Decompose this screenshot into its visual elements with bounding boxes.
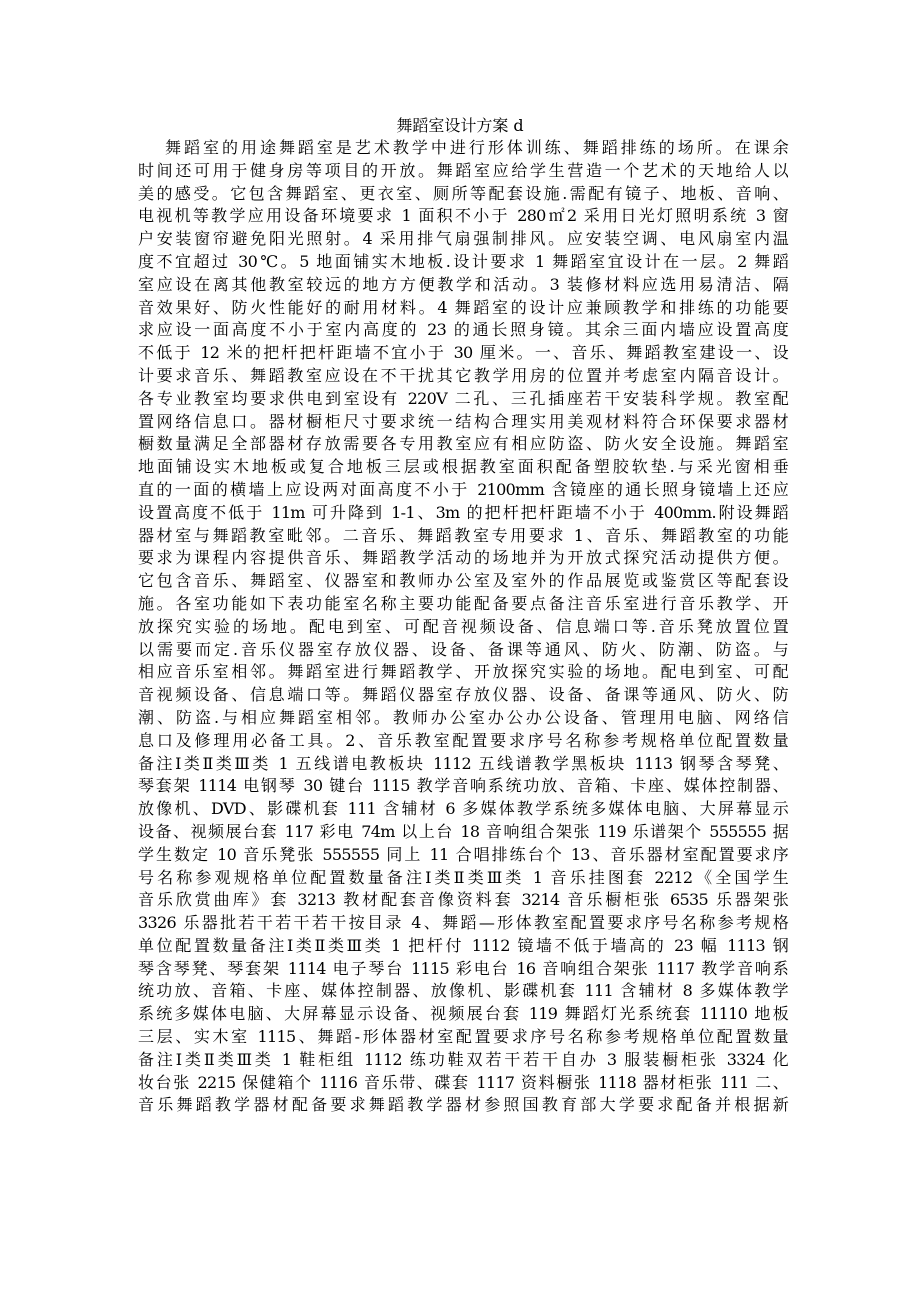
text-line: 放探究实验的场地。配电到室、可配音视频设备、信息端口等.音乐凳放置位置 bbox=[138, 616, 788, 636]
text-line: 系统多媒体电脑、大屏幕显示设备、视频展台套 119 舞蹈灯光系统套 11110 地板 bbox=[138, 1004, 788, 1024]
text-line: 3326 乐器批若干若干若干按目录 4、舞蹈—形体教室配置要求序号名称参考规格 bbox=[138, 913, 788, 933]
text-line: 琴含琴凳、琴套架 1114 电子琴台 1115 彩电台 16 音响组合架张 1117 教学音响系 bbox=[138, 958, 788, 978]
text-line: 备注Ⅰ类Ⅱ类Ⅲ类 1 鞋柜组 1112 练功鞋双若干若干自办 3 服装橱柜张 3324 化 bbox=[138, 1049, 788, 1069]
text-line: 音乐舞蹈教学器材配备要求舞蹈教学器材参照国教育部大学要求配备并根据新 bbox=[138, 1095, 788, 1115]
text-line: 时间还可用于健身房等项目的开放。舞蹈室应给学生营造一个艺术的天地给人以 bbox=[138, 160, 788, 180]
text-line: 户安装窗帘避免阳光照射。4 采用排气扇强制排风。应安装空调、电风扇室内温 bbox=[138, 229, 788, 249]
text-line: 橱数量满足全部器材存放需要各专用教室应有相应防盗、防火安全设施。舞蹈室 bbox=[138, 434, 788, 454]
text-line: 以需要而定.音乐仪器室存放仪器、设备、备课等通风、防火、防潮、防盗。与 bbox=[138, 639, 788, 659]
text-line: 音乐欣赏曲库》套 3213 教材配套音像资料套 3214 音乐橱柜张 6535 乐器架张 bbox=[138, 890, 788, 910]
document-body bbox=[138, 137, 788, 1117]
text-line: 各专业教室均要求供电到室设有 220V 二孔、三孔插座若干安装科学规。教室配 bbox=[138, 388, 788, 408]
text-line: 音效果好、防火性能好的耐用材料。4 舞蹈室的设计应兼顾教学和排练的功能要 bbox=[138, 297, 788, 317]
text-line: 直的一面的横墙上应设两对面高度不小于 2100mm 含镜座的通长照身镜墙上还应 bbox=[138, 479, 788, 499]
text-line: 度不宜超过 30℃。5 地面铺实木地板.设计要求 1 舞蹈室宜设计在一层。2 舞蹈 bbox=[138, 251, 788, 271]
text-line: 放像机、DVD、影碟机套 111 含辅材 6 多媒体教学系统多媒体电脑、大屏幕显示 bbox=[138, 799, 788, 819]
text-line: 器材室与舞蹈教室毗邻。二音乐、舞蹈教室专用要求 1、音乐、舞蹈教室的功能 bbox=[138, 525, 788, 545]
text-line: 设置高度不低于 11m 可升降到 1-1、3m 的把杆把杆距墙不小于 400mm.附设舞蹈 bbox=[138, 502, 788, 522]
text-line: 计要求音乐、舞蹈教室应设在不干扰其它教学用房的位置并考虑室内隔音设计。 bbox=[138, 365, 788, 385]
text-line: 号名称参观规格单位配置数量备注Ⅰ类Ⅱ类Ⅲ类 1 音乐挂图套 2212《全国学生 bbox=[138, 867, 788, 887]
text-line: 三层、实木室 1115、舞蹈-形体器材室配置要求序号名称参考规格单位配置数量 bbox=[138, 1027, 788, 1047]
text-line: 相应音乐室相邻。舞蹈室进行舞蹈教学、开放探究实验的场地。配电到室、可配 bbox=[138, 662, 788, 682]
text-line: 室应设在离其他教室较远的地方方便教学和活动。3 装修材料应选用易清洁、隔 bbox=[138, 274, 788, 294]
text-line: 施。各室功能如下表功能室名称主要功能配备要点备注音乐室进行音乐教学、开 bbox=[138, 593, 788, 613]
text-line: 学生数定 10 音乐凳张 555555 同上 11 合唱排练台个 13、音乐器材室配置要求序 bbox=[138, 844, 788, 864]
text-line: 它包含音乐、舞蹈室、仪器室和教师办公室及室外的作品展览或鉴赏区等配套设 bbox=[138, 571, 788, 591]
text-line: 电视机等教学应用设备环境要求 1 面积不小于 280㎡2 采用日光灯照明系统 3 窗 bbox=[138, 206, 788, 226]
text-line: 求应设一面高度不小于室内高度的 23 的通长照身镜。其余三面内墙应设置高度 bbox=[138, 320, 788, 340]
text-line: 统功放、音箱、卡座、媒体控制器、放像机、影碟机套 111 含辅材 8 多媒体教学 bbox=[138, 981, 788, 1001]
text-line: 设备、视频展台套 117 彩电 74m 以上台 18 音响组合架张 119 乐谱架个 555555 据 bbox=[138, 821, 788, 841]
text-line: 妆台张 2215 保健箱个 1116 音乐带、碟套 1117 资料橱张 1118 器材柜张 111 二、 bbox=[138, 1072, 788, 1092]
text-line: 不低于 12 米的把杆把杆距墙不宜小于 30 厘米。一、音乐、舞蹈教室建设一、设 bbox=[138, 343, 788, 363]
text-line: 琴套架 1114 电钢琴 30 键台 1115 教学音响系统功放、音箱、卡座、媒体控制器、 bbox=[138, 776, 788, 796]
text-line: 潮、防盗.与相应舞蹈室相邻。教师办公室办公办公设备、管理用电脑、网络信 bbox=[138, 707, 788, 727]
text-line: 置网络信息口。器材橱柜尺寸要求统一结构合理实用美观材料符合环保要求器材 bbox=[138, 411, 788, 431]
text-line: 美的感受。它包含舞蹈室、更衣室、厕所等配套设施.需配有镜子、地板、音响、 bbox=[138, 183, 788, 203]
text-line: 备注Ⅰ类Ⅱ类Ⅲ类 1 五线谱电教板块 1112 五线谱教学黑板块 1113 钢琴含琴凳、 bbox=[138, 753, 788, 773]
text-line: 息口及修理用必备工具。2、音乐教室配置要求序号名称参考规格单位配置数量 bbox=[138, 730, 788, 750]
document-title: 舞蹈室设计方案 d bbox=[396, 116, 524, 135]
text-line: 单位配置数量备注Ⅰ类Ⅱ类Ⅲ类 1 把杆付 1112 镜墙不低于墙高的 23 幅 1113 钢 bbox=[138, 935, 788, 955]
text-line: 地面铺设实木地板或复合地板三层或根据教室面积配备塑胶软垫.与采光窗相垂 bbox=[138, 457, 788, 477]
text-line: 舞蹈室的用途舞蹈室是艺术教学中进行形体训练、舞蹈排练的场所。在课余 bbox=[165, 138, 788, 157]
text-line: 音视频设备、信息端口等。舞蹈仪器室存放仪器、设备、备课等通风、防火、防 bbox=[138, 685, 788, 705]
text-line: 要求为课程内容提供音乐、舞蹈教学活动的场地并为开放式探究活动提供方便。 bbox=[138, 548, 788, 568]
